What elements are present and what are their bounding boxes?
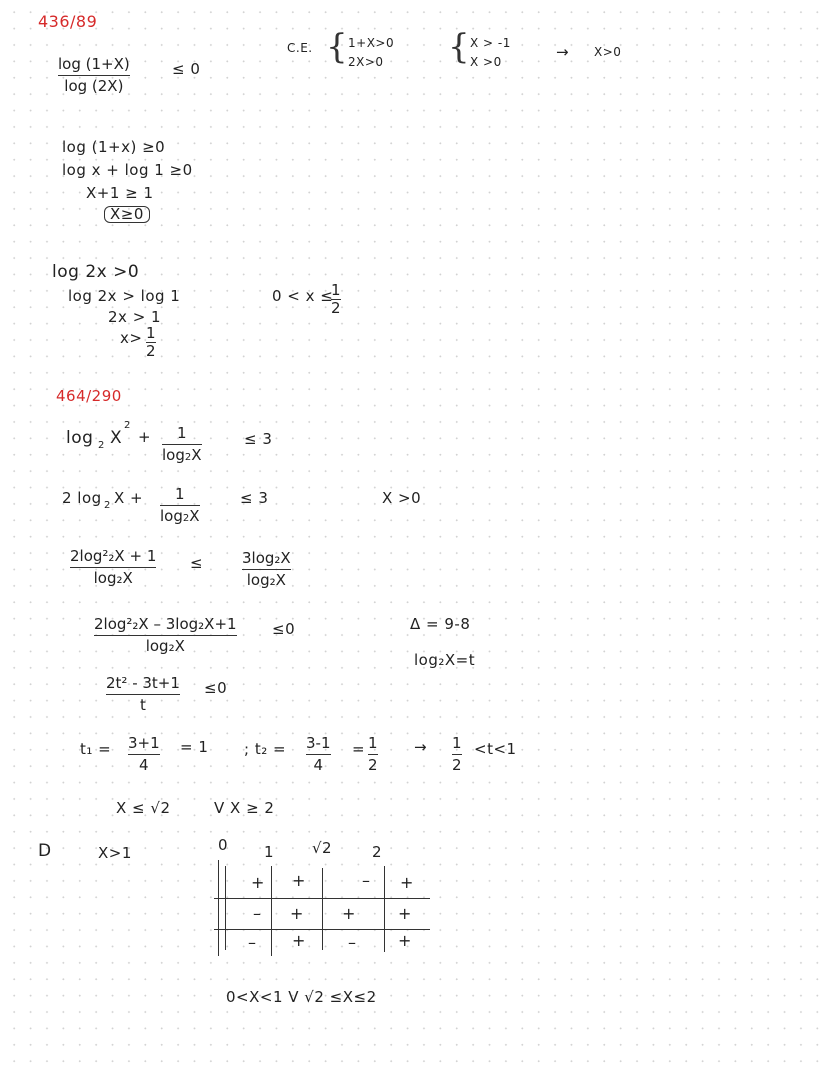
fraction-bar [162, 444, 202, 445]
fraction-bar [106, 694, 180, 695]
inequality-1-denominator: log (2X) [64, 77, 124, 95]
sign-cell: + [251, 873, 265, 892]
t1-num: 3+1 [128, 734, 160, 752]
sign-point-1: 1 [264, 843, 275, 861]
fraction-bar [58, 75, 130, 76]
exercise-number-1: 436/89 [38, 12, 98, 31]
step-8-fraction [146, 326, 156, 359]
ce-result-line-1: X > -1 [470, 36, 511, 50]
interval-result-fraction [331, 283, 341, 316]
step-6: log 2x > log 1 [68, 287, 181, 305]
line-5-fraction [106, 676, 180, 713]
line-1-den-log: log [162, 446, 185, 464]
line-5-num: 2t² - 3t+1 [106, 674, 180, 692]
t2-vnum: 1 [368, 734, 378, 752]
line-1-den-base: 2 [184, 452, 192, 463]
t1-value: = 1 [180, 738, 209, 756]
t1-label: t₁ = [80, 740, 112, 758]
brace-1: { [326, 27, 348, 67]
t-range-num: 1 [452, 734, 462, 752]
sign-cell: – [253, 904, 261, 923]
step-8: x> [120, 329, 143, 347]
sign-table-line [384, 866, 385, 952]
line-3-left-fraction [70, 549, 156, 586]
x-solution-b: V X ≥ 2 [214, 799, 275, 817]
line-1-log: log [66, 428, 94, 448]
line-4-relation: ≤0 [272, 620, 296, 638]
fraction-bar [242, 569, 291, 570]
line-1-relation: ≤ 3 [244, 430, 273, 448]
line-2-den-log: log [160, 507, 183, 525]
line-2-relation: ≤ 3 [240, 489, 269, 507]
sign-cell: – [248, 933, 256, 952]
t-range-fraction [452, 736, 462, 773]
fraction-bar [452, 754, 462, 755]
line-3-right-fraction [242, 551, 291, 588]
line-3-den: log₂X [93, 569, 133, 587]
sign-point-2: 2 [372, 843, 383, 861]
line-1-x: X [110, 428, 123, 448]
line-1-fraction [162, 426, 202, 463]
t2-label: ; t₂ = [244, 740, 287, 758]
x-solution-a: X ≤ √2 [116, 799, 171, 817]
line-2-log: 2 log [62, 489, 102, 507]
ce-line-1: 1+X>0 [348, 36, 395, 50]
plus-sign: + [138, 428, 152, 446]
arrow-icon: → [414, 738, 428, 756]
t-range: <t<1 [474, 740, 517, 758]
discriminant: Δ = 9-8 [410, 615, 471, 633]
step-2: log x + log 1 ≥0 [62, 161, 193, 179]
sign-table-line [214, 898, 430, 899]
sign-cell: + [290, 904, 304, 923]
step-8-num: 1 [146, 324, 156, 342]
domain-x-condition: X>1 [98, 844, 132, 862]
fraction-bar [368, 754, 378, 755]
ce-final: X>0 [594, 45, 622, 59]
fraction-bar [306, 754, 331, 755]
sign-table-line [218, 860, 219, 956]
line-3-rnum: 3log₂X [242, 549, 291, 567]
interval-num: 1 [331, 281, 341, 299]
line-2-x: X + [114, 489, 144, 507]
line-2-num: 1 [174, 485, 185, 503]
ce-result-line-2: X >0 [470, 55, 502, 69]
inequality-1-relation: ≤ 0 [172, 60, 201, 78]
sign-table-line [271, 866, 272, 956]
step-3: X+1 ≥ 1 [86, 184, 154, 202]
line-4-fraction [94, 617, 237, 654]
t2-equals: = [352, 740, 366, 758]
inequality-1-numerator: log (1+X) [58, 55, 130, 73]
sign-table-line [214, 929, 430, 930]
line-2-base: 2 [104, 500, 111, 511]
step-5: log 2x >0 [52, 262, 140, 282]
domain-condition: X >0 [382, 489, 422, 507]
sign-table-line [225, 866, 226, 950]
brace-2: { [448, 27, 470, 67]
line-4-den: log₂X [145, 637, 185, 655]
domain-label: D [38, 841, 52, 861]
sign-point-0: 0 [218, 836, 229, 854]
line-3-rden: log₂X [246, 571, 286, 589]
line-1-exponent: 2 [124, 420, 131, 431]
line-2-fraction [160, 487, 200, 524]
sign-cell: + [398, 904, 412, 923]
sign-cell: + [292, 931, 306, 950]
fraction-bar [128, 754, 160, 755]
substitution: log₂X=t [414, 651, 476, 669]
step-8-den: 2 [146, 342, 156, 360]
line-2-den [160, 509, 200, 524]
line-1-num: 1 [176, 424, 187, 442]
line-3-relation: ≤ [190, 554, 204, 572]
line-2-den-base: 2 [182, 513, 190, 524]
sign-cell: + [342, 904, 356, 923]
t2-value-fraction [368, 736, 378, 773]
inequality-1-fraction [58, 57, 130, 94]
sign-table-line [322, 868, 323, 950]
sign-cell: + [400, 873, 414, 892]
step-1: log (1+x) ≥0 [62, 138, 166, 156]
arrow-icon: → [556, 43, 570, 61]
final-solution: 0<X<1 V √2 ≤X≤2 [226, 988, 377, 1006]
fraction-bar [94, 635, 237, 636]
line-1-den-x: X [191, 446, 202, 464]
line-1-den [162, 448, 202, 463]
line-2-den-x: X [189, 507, 200, 525]
step-4-boxed: X≥0 [104, 206, 150, 223]
sign-point-sqrt2: √2 [312, 839, 333, 857]
t2-vden: 2 [368, 756, 378, 774]
ce-line-2: 2X>0 [348, 55, 384, 69]
line-1-base: 2 [98, 440, 105, 451]
t2-fraction [306, 736, 331, 773]
sign-cell: + [398, 931, 412, 950]
fraction-bar [160, 505, 200, 506]
sign-cell: – [362, 871, 370, 890]
sign-cell: + [292, 871, 306, 890]
line-5-den: t [140, 696, 146, 714]
sign-cell: – [348, 933, 356, 952]
line-4-num: 2log²₂X – 3log₂X+1 [94, 615, 237, 633]
exercise-number-2: 464/290 [56, 387, 122, 405]
fraction-bar [70, 567, 156, 568]
t1-den: 4 [139, 756, 149, 774]
interval-result-1: 0 < x ≤ [272, 287, 334, 305]
step-7: 2x > 1 [108, 308, 162, 326]
t2-den: 4 [313, 756, 324, 774]
t1-fraction [128, 736, 160, 773]
ce-label: C.E. [287, 41, 313, 55]
line-5-relation: ≤0 [204, 679, 228, 697]
t2-num: 3-1 [306, 734, 331, 752]
t-range-den: 2 [452, 756, 462, 774]
interval-den: 2 [331, 299, 341, 317]
line-3-num: 2log²₂X + 1 [70, 547, 157, 565]
